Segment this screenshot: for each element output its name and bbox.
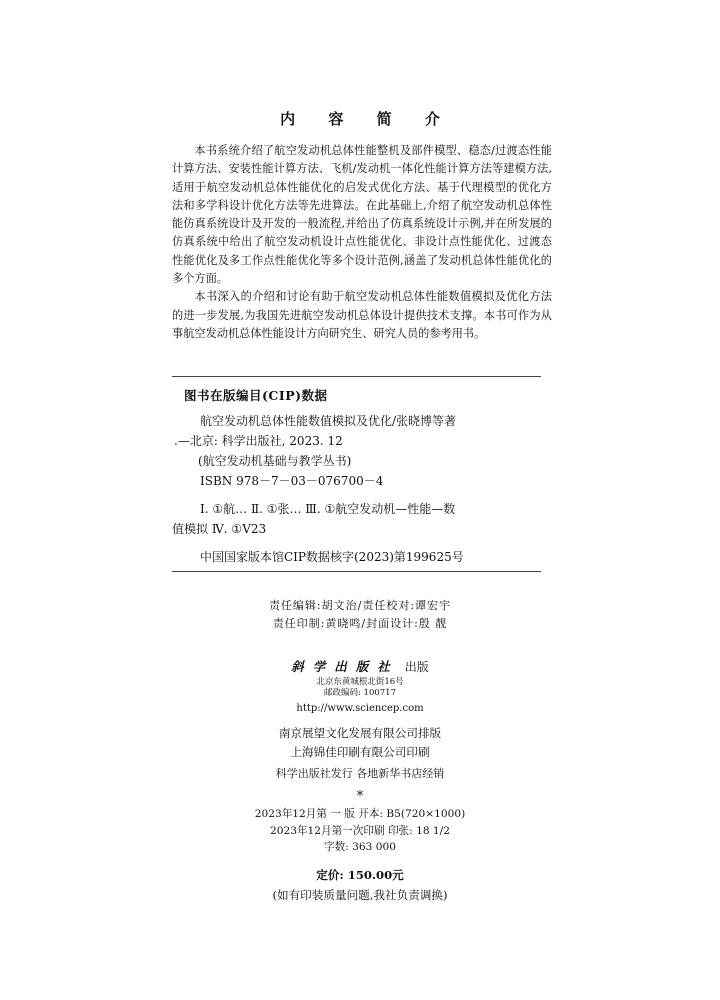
price: 定价: 150.00元 — [316, 868, 404, 882]
printing-info — [0, 724, 720, 762]
cip-subject-line-cont: 值模拟 Ⅳ. ①V23 — [172, 522, 267, 536]
typesetter: 南京展望文化发展有限公司排版 — [278, 726, 442, 740]
publisher-url: http://www.sciencep.com — [296, 703, 424, 714]
intro-title: 内 容 简 介 — [280, 110, 454, 128]
cip-heading: 图书在版编目(CIP)数据 — [184, 388, 328, 403]
cip-isbn-line: ISBN 978－7－03－076700－4 — [200, 474, 384, 488]
intro-paragraph-2: 本书深入的介绍和讨论有助于航空发动机总体性能数值模拟及优化方法的进一步发展,为我国先进航空发动机总体设计提供技术支撑。本书可作为从事航空发动机总体性能设计方向研究生、研究人员的参考用书。 — [172, 290, 552, 340]
edition-line: 2023年12月第 一 版 开本: B5(720×1000) — [254, 808, 466, 820]
publisher-address-block — [0, 677, 720, 699]
print-run-line: 2023年12月第一次印刷 印张: 18 1/2 — [270, 824, 450, 837]
intro-paragraph-1: 本书系统介绍了航空发动机总体性能整机及部件模型、稳态/过渡态性能计算方法、安装性能计算方法、飞机/发动机一体化性能计算方法等建模方法,适用于航空发动机总体性能优化的启发式优化方法、基于代理模型的优化方法和多学科设计优化方法等先进算法。在此基础上,介绍了航空发动机总体性能仿真系统设计及开发的一般流程,并给出了仿真系统设计示例,并在所发展的仿真系统中给出了航空发动机设计点性能优化、非设计点性能优化、过渡态性能优化及多工作点性能优化等多个设计范例,涵盖了发动机总体性能优化的多个方面。 — [172, 144, 552, 286]
publisher-postcode: 邮政编码: 100717 — [323, 688, 396, 698]
cip-top-rule — [172, 376, 541, 377]
editor-credits — [0, 597, 720, 633]
word-count: 字数: 363 000 — [324, 841, 396, 853]
publisher-suffix: 出版 — [404, 660, 429, 674]
quality-notice: (如有印装质量问题,我社负责调换) — [272, 888, 448, 902]
publisher-line — [0, 657, 720, 675]
cip-bottom-rule — [172, 571, 541, 572]
cip-subject-line: Ⅰ. ①航… Ⅱ. ①张… Ⅲ. ①航空发动机—性能—数 — [200, 502, 456, 516]
publisher-logo: 斜学出版社 — [291, 659, 399, 674]
production-credit-line: 责任印制:黄晓鸣/封面设计:殷 靓 — [272, 617, 448, 630]
separator-star: * — [356, 789, 364, 804]
editor-line: 责任编辑:胡文治/责任校对:谭宏宇 — [268, 599, 452, 612]
printer: 上海锦佳印刷有限公司印刷 — [290, 745, 430, 759]
cip-catalog-number: 中国国家版本馆CIP数据核字(2023)第199625号 — [200, 550, 464, 564]
distribution-info: 科学出版社发行 各地新华书店经销 — [275, 767, 445, 780]
edition-info — [0, 806, 720, 856]
cip-title-line: 航空发动机总体性能数值模拟及优化/张晓博等著 — [200, 414, 457, 428]
intro-text — [172, 142, 552, 343]
cip-series-line: (航空发动机基础与教学丛书) — [198, 454, 352, 468]
cip-imprint-line: .—北京: 科学出版社, 2023. 12 — [174, 434, 343, 448]
publisher-address: 北京东黄城根北街16号 — [316, 677, 404, 687]
